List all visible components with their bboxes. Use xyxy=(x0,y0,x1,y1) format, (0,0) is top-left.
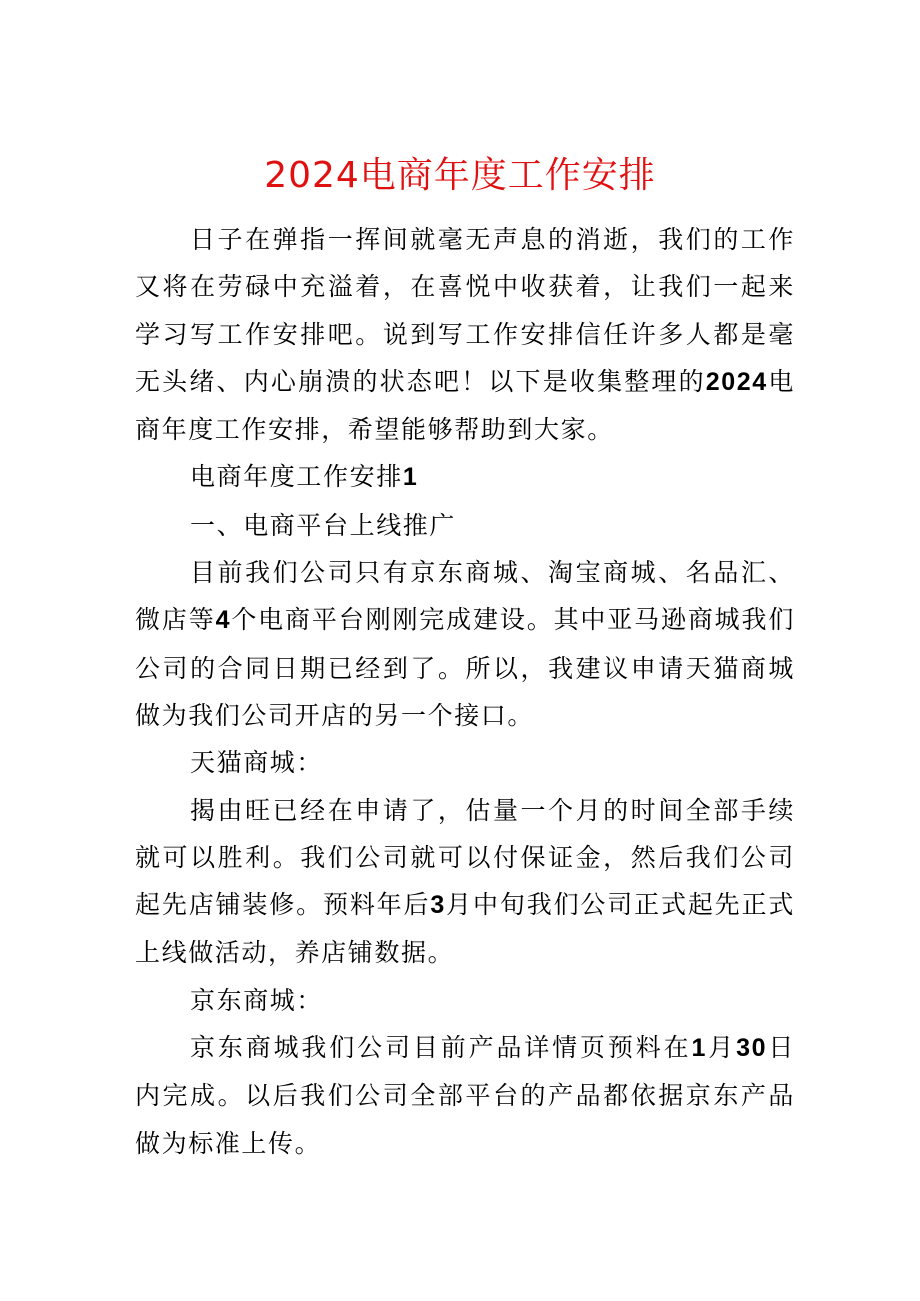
body-paragraph xyxy=(135,549,795,739)
year-number: 2024 xyxy=(705,367,768,396)
count-number: 4 xyxy=(215,606,232,635)
text-run: 日内完成。以后我们公司全部平台的产品都依据京东产品做为标准上传。 xyxy=(135,1033,795,1158)
month-number: 3 xyxy=(430,891,446,920)
intro-paragraph xyxy=(135,216,795,453)
body-paragraph xyxy=(135,787,795,977)
text-run: 电商年度工作安排，希望能够帮助到大家。 xyxy=(135,366,795,445)
document-body xyxy=(135,216,795,1167)
text-run: 目前我们公司只有京东商城、淘宝商城、名品汇、微店等 xyxy=(135,558,795,635)
day-number: 30 xyxy=(736,1034,768,1063)
section-heading xyxy=(135,453,795,501)
text-run: 京东商城我们公司目前产品详情页预料在 xyxy=(190,1033,692,1063)
platform-heading-tmall xyxy=(135,739,795,786)
text-run: 电商年度工作安排 xyxy=(190,462,403,492)
text-run: 个电商平台刚刚完成建设。其中亚马逊商城我们公司的合同日期已经到了。所以，我建议申请天猫商城做为我们公司开店的另一个接口。 xyxy=(135,605,795,730)
text-run: 月 xyxy=(706,1033,737,1063)
text-run: 京东商城： xyxy=(190,985,324,1015)
section-number: 1 xyxy=(402,463,419,492)
subsection-heading xyxy=(135,502,795,549)
body-paragraph xyxy=(135,1024,795,1167)
text-run: 天猫商城： xyxy=(190,748,324,778)
platform-heading-jd xyxy=(135,977,795,1024)
document-title: 2024电商年度工作安排 xyxy=(264,155,656,196)
text-run: 一、电商平台上线推广 xyxy=(190,510,457,540)
month-number: 1 xyxy=(691,1034,707,1063)
text-run: 日子在弹指一挥间就毫无声息的消逝，我们的工作又将在劳碌中充溢着，在喜悦中收获着，让我们一起来学习写工作安排吧。说到写工作安排信任许多人都是毫无头绪、内心崩溃的状态吧！以下是收集整理的 xyxy=(135,225,795,396)
text-run: 月中旬我们公司正式起先正式上线做活动，养店铺数据。 xyxy=(135,890,795,968)
text-run: 揭由旺已经在申请了，估量一个月的时间全部手续就可以胜利。我们公司就可以付保证金，然后我们公司起先店铺装修。预料年后 xyxy=(135,795,795,920)
